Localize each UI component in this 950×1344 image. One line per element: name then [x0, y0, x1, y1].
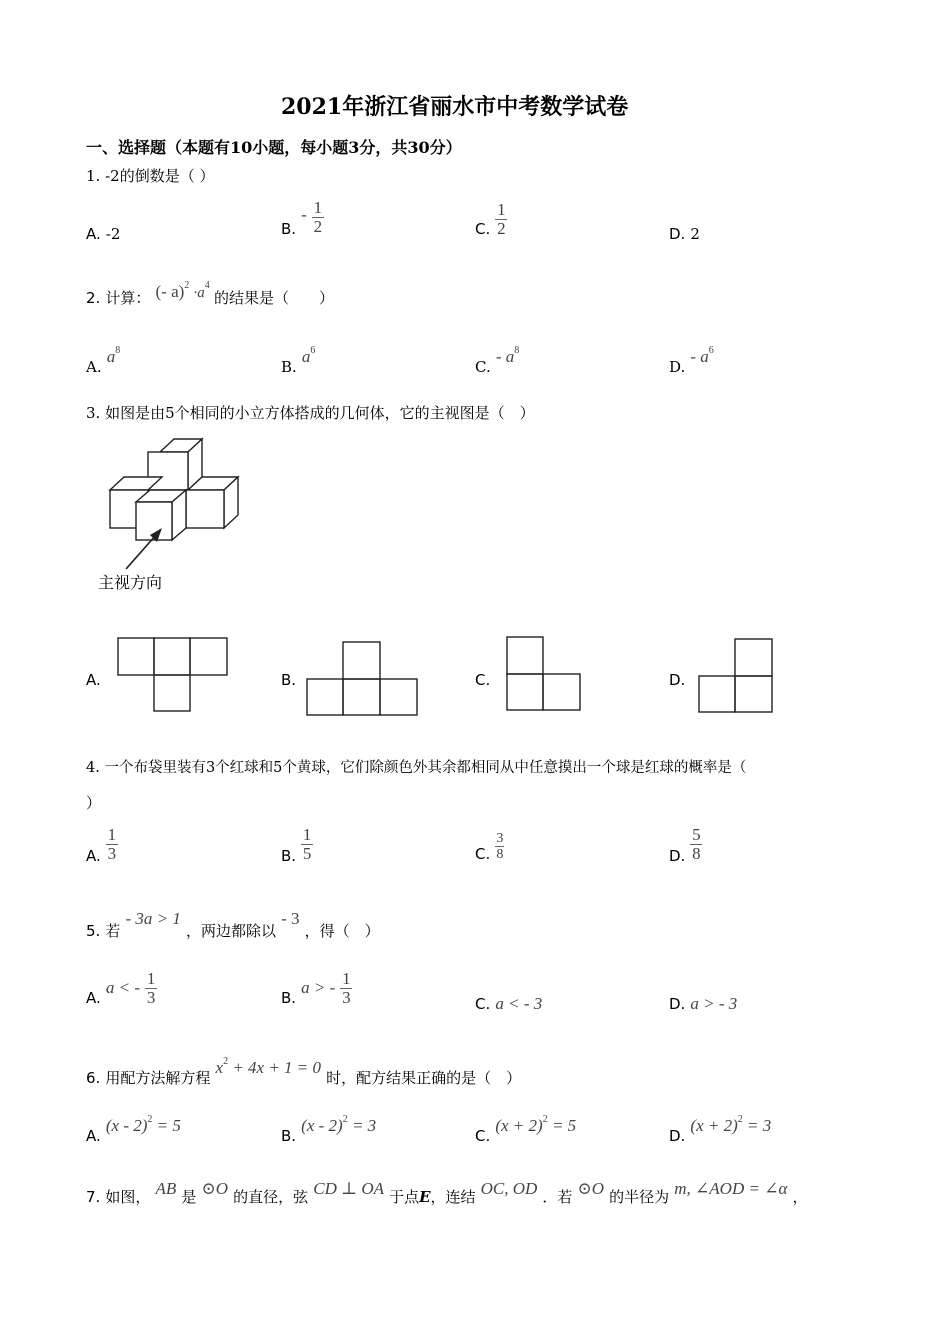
q6-option-a[interactable] [86, 1114, 181, 1145]
stem-math: CD ⊥ OA [313, 1179, 384, 1198]
stem-math: AB [155, 1179, 177, 1198]
question-1-stem: 1. -2的倒数是（ ） [86, 167, 215, 185]
rhs: = 5 [547, 1116, 577, 1135]
numerator: 1 [313, 198, 323, 217]
stem-math [156, 282, 215, 301]
stem-math: E [419, 1188, 431, 1206]
stem-text: 若 [105, 922, 121, 940]
denominator: 8 [692, 844, 701, 863]
option-label: D. [669, 358, 686, 376]
q1-option-d[interactable] [669, 224, 700, 243]
q3-option-a-label: A. [86, 671, 101, 689]
question-7-stem [86, 1179, 808, 1207]
q2-option-c[interactable] [475, 345, 520, 376]
numerator: 1 [107, 825, 117, 844]
base: (x - 2) [301, 1116, 343, 1135]
option-label: C. [475, 1127, 491, 1145]
stem-text: ，连结 [430, 1188, 476, 1206]
stem-text: 时，配方结果正确的是（ ） [326, 1069, 522, 1087]
q6-option-d[interactable] [669, 1114, 772, 1145]
option-label: A. [86, 358, 102, 376]
question-2-stem [86, 280, 335, 308]
denominator: 5 [302, 844, 312, 863]
option-fraction [495, 201, 507, 238]
option-text: 2 [690, 225, 700, 243]
q5-option-c[interactable] [475, 994, 542, 1014]
view-direction-arrow [120, 525, 170, 575]
numerator: 5 [692, 825, 701, 844]
stem-math: - 3 [281, 909, 300, 928]
q3-option-b-figure[interactable] [306, 641, 419, 717]
option-label: C. [475, 995, 491, 1013]
base: (x + 2) [690, 1116, 738, 1135]
base: a [301, 347, 311, 366]
option-fraction [312, 199, 324, 236]
denominator: 3 [342, 988, 351, 1007]
question-number: 5. [86, 922, 101, 940]
option-label: D. [669, 847, 686, 865]
q5-option-b[interactable] [281, 970, 352, 1007]
base: (x + 2) [495, 1116, 543, 1135]
numerator: 1 [146, 969, 156, 988]
option-fraction [340, 970, 352, 1007]
expr-exponent: 2 [184, 280, 190, 291]
denominator: 2 [313, 217, 323, 236]
denominator: 3 [146, 988, 156, 1007]
denominator: 8 [496, 847, 504, 862]
stem-math: - 3a > 1 [125, 909, 181, 928]
option-label: B. [281, 1127, 297, 1145]
question-number: 6. [86, 1069, 101, 1087]
q1-option-a[interactable] [86, 224, 120, 243]
page-title: 2021年浙江省丽水市中考数学试卷 [281, 94, 629, 120]
stem-text: ，两边都除以 [186, 922, 277, 940]
option-fraction [301, 826, 313, 863]
q6-option-c[interactable] [475, 1114, 577, 1145]
option-fraction [106, 826, 118, 863]
option-label: B. [281, 847, 297, 865]
option-label: C. [475, 845, 491, 863]
option-fraction [495, 831, 504, 862]
option-math [690, 1116, 771, 1135]
stem-math: OC, OD [480, 1179, 538, 1198]
option-label: A. [86, 1127, 101, 1145]
q2-option-d[interactable] [669, 345, 714, 376]
expr-dot: ·a [193, 285, 205, 301]
stem-math: ⊙O [201, 1179, 229, 1198]
stem-math: m, ∠AOD = ∠α [674, 1179, 788, 1198]
option-fraction [690, 826, 702, 863]
eq-var: x [215, 1058, 224, 1077]
numerator: 1 [302, 825, 312, 844]
stem-text: ， [792, 1188, 808, 1206]
option-sign: - [301, 205, 307, 224]
q3-option-d-label: D. [669, 671, 686, 689]
q3-option-c-label: C. [475, 671, 491, 689]
exponent: 2 [342, 1114, 348, 1125]
option-label: A. [86, 225, 101, 243]
option-math [302, 347, 316, 366]
exponent: 8 [115, 345, 121, 356]
question-3-stem: 3. 如图是由5个相同的小立方体搭成的几何体，它的主视图是（ ） [86, 404, 535, 422]
option-label: C. [475, 220, 491, 238]
option-math: a > - 3 [690, 994, 738, 1013]
figure-caption: 主视方向 [98, 573, 163, 592]
q5-option-a[interactable] [86, 970, 157, 1007]
stem-text: 计算： [105, 289, 151, 307]
option-math: a < - [105, 978, 140, 997]
question-6-stem [86, 1056, 522, 1088]
q3-option-c-figure[interactable] [506, 636, 582, 712]
stem-math [216, 1058, 322, 1077]
option-math: a < - 3 [495, 994, 543, 1013]
q6-option-b[interactable] [281, 1114, 377, 1145]
option-label: B. [281, 220, 297, 238]
stem-text: 的直径，弦 [233, 1188, 309, 1206]
base: (x - 2) [105, 1116, 148, 1135]
stem-text: 的半径为 [609, 1188, 670, 1206]
eq-exponent: 2 [223, 1056, 229, 1067]
numerator: 3 [496, 831, 504, 846]
eq-rest: + 4x + 1 = 0 [228, 1058, 322, 1077]
q4-option-a[interactable] [86, 826, 118, 863]
question-4-stem: 4. 一个布袋里装有3个红球和5个黄球，它们除颜色外其余都相同从中任意摸出一个球是红球的概率是（ [86, 760, 747, 776]
stem-text: 是 [181, 1188, 197, 1206]
q4-option-b[interactable] [281, 826, 313, 863]
option-label: A. [86, 847, 101, 865]
option-math [106, 1116, 181, 1135]
expr-base: (- a) [155, 282, 185, 301]
option-math [495, 1116, 576, 1135]
q4-option-d[interactable] [669, 826, 702, 863]
stem-text: 用配方法解方程 [105, 1069, 211, 1087]
q2-option-b[interactable] [281, 345, 316, 376]
option-label: B. [281, 989, 297, 1007]
q3-option-d-figure[interactable] [698, 638, 774, 714]
q3-option-b-label: B. [281, 671, 297, 689]
option-label: A. [86, 989, 101, 1007]
base: a [106, 347, 116, 366]
question-4-stem-continued: ） [86, 794, 102, 812]
stem-text: ．若 [542, 1188, 573, 1206]
option-label: D. [669, 1127, 686, 1145]
stem-text: 的结果是（ ） [214, 289, 335, 307]
q1-option-b[interactable] [281, 199, 324, 236]
question-5-stem [86, 909, 380, 941]
option-label: D. [669, 225, 686, 243]
question-number: 7. [86, 1188, 101, 1206]
option-math [301, 1116, 376, 1135]
base: - a [495, 347, 515, 366]
stem-math: ⊙O [577, 1179, 605, 1198]
option-label: D. [669, 995, 686, 1013]
option-math [107, 347, 121, 366]
option-label: B. [281, 358, 297, 376]
exponent: 8 [514, 345, 520, 356]
section-heading-choice: 一、选择题（本题有10小题，每小题3分，共30分） [86, 138, 462, 157]
base: - a [690, 347, 709, 366]
denominator: 3 [107, 844, 117, 863]
cube-front-face [186, 490, 224, 528]
numerator: 1 [342, 969, 351, 988]
denominator: 2 [497, 219, 506, 238]
expr-exponent: 4 [204, 280, 210, 291]
stem-text: 如图， [105, 1188, 151, 1206]
rhs: = 3 [742, 1116, 772, 1135]
stem-text: ，得（ ） [304, 922, 380, 940]
q1-option-c[interactable] [475, 201, 507, 238]
q2-option-a[interactable] [86, 345, 121, 376]
rhs: = 3 [347, 1116, 377, 1135]
exponent: 2 [542, 1114, 548, 1125]
stem-text: 于点 [389, 1188, 420, 1206]
option-label: C. [475, 358, 491, 376]
exponent: 6 [310, 345, 316, 356]
option-text: -2 [105, 225, 121, 243]
option-math [690, 347, 713, 366]
option-math [496, 347, 519, 366]
q4-option-c[interactable] [475, 831, 504, 862]
question-number: 2. [86, 289, 101, 307]
exponent: 2 [147, 1114, 153, 1125]
numerator: 1 [497, 200, 506, 219]
option-fraction [145, 970, 157, 1007]
option-math: a > - [301, 978, 336, 997]
rhs: = 5 [152, 1116, 181, 1135]
exponent: 2 [737, 1114, 743, 1125]
q5-option-d[interactable] [669, 994, 737, 1014]
q3-option-a-figure[interactable] [117, 637, 229, 713]
exponent: 6 [708, 345, 714, 356]
